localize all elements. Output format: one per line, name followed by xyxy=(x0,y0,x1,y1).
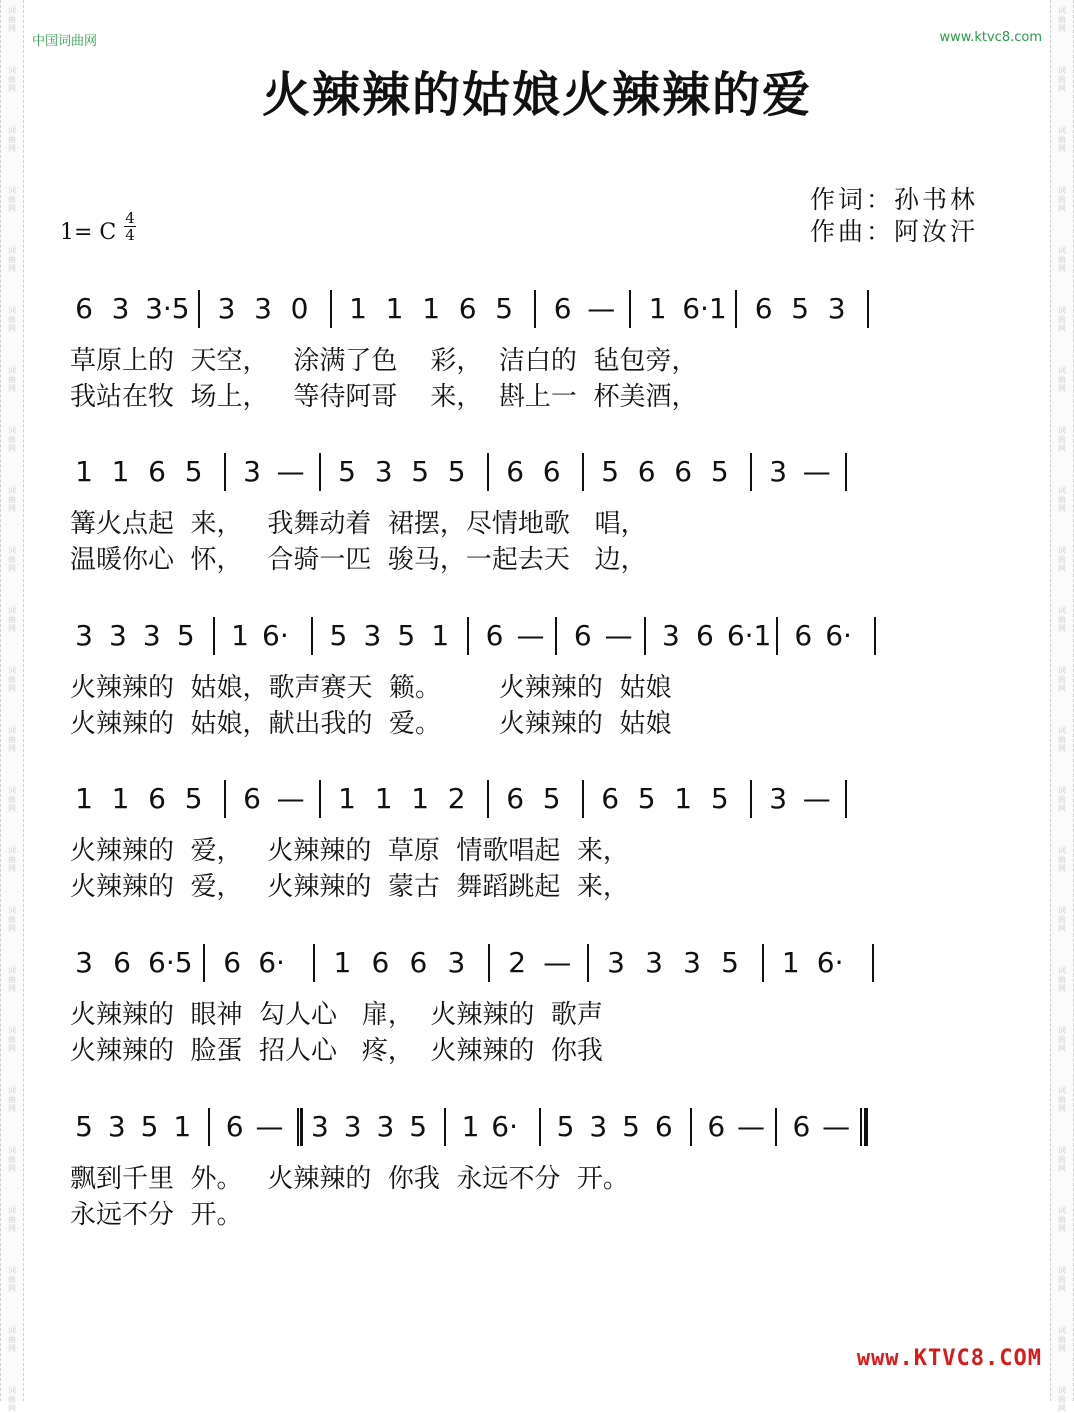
note: — xyxy=(822,1110,851,1143)
note: 3 xyxy=(111,292,130,325)
watermark-text: 词 曲 网 xyxy=(1058,246,1066,273)
note: 3·5 xyxy=(145,292,190,325)
note: 5 xyxy=(556,1110,575,1143)
note: — xyxy=(276,455,305,488)
barline xyxy=(762,944,764,982)
note: 6·1 xyxy=(726,619,772,652)
site-url-right[interactable]: www.ktvc8.com xyxy=(939,30,1042,45)
note: 5 xyxy=(721,946,739,979)
note: 6 xyxy=(148,455,166,488)
note: 0 xyxy=(290,292,309,325)
lyric-line-1: 草原上的 天空， 涂满了色 彩， 洁白的 毡包旁， xyxy=(70,346,698,376)
barline xyxy=(224,780,226,818)
notation-line xyxy=(60,453,1010,503)
lyricist-credit: 作词：孙书林 xyxy=(810,185,979,214)
watermark-text: 词 曲 网 xyxy=(1058,1326,1066,1353)
note: 5 xyxy=(637,782,656,815)
note: — xyxy=(543,946,572,979)
note: 3 xyxy=(607,946,625,979)
note: 6 xyxy=(553,292,572,325)
barline xyxy=(213,617,215,655)
barline xyxy=(750,453,752,491)
barline xyxy=(845,780,847,818)
note: 5 xyxy=(75,1110,93,1143)
watermark-text: 词 曲 网 xyxy=(8,906,16,933)
note: 3 xyxy=(645,946,663,979)
score-system xyxy=(60,453,1010,613)
watermark-text: 词 曲 网 xyxy=(8,606,16,633)
note: 6·1 xyxy=(682,292,727,325)
note: 6 xyxy=(485,619,504,652)
note: 6· xyxy=(816,946,844,979)
lyric-line-1: 火辣辣的 姑娘，歌声赛天 籁。 火辣辣的 姑娘 xyxy=(70,673,672,703)
note: 1 xyxy=(648,292,667,325)
barline xyxy=(467,617,469,655)
note: 3 xyxy=(769,455,788,488)
note: — xyxy=(604,619,633,652)
barline xyxy=(319,780,321,818)
note: 6 xyxy=(654,1110,673,1143)
watermark-text: 词 曲 网 xyxy=(1058,66,1066,93)
watermark-text: 词 曲 网 xyxy=(8,246,16,273)
note: 6 xyxy=(792,1110,811,1143)
watermark-text: 词 曲 网 xyxy=(1058,606,1066,633)
watermark-text: 词 曲 网 xyxy=(8,426,16,453)
watermark-text: 词 曲 网 xyxy=(1058,186,1066,213)
note: 3 xyxy=(243,455,261,488)
footer-logo[interactable]: www.KTVC8.COM xyxy=(856,1346,1042,1371)
note: 6 xyxy=(223,946,242,979)
note: 6 xyxy=(674,455,693,488)
note: 5 xyxy=(329,619,348,652)
barline xyxy=(644,617,646,655)
note: 6 xyxy=(458,292,477,325)
barline xyxy=(872,944,874,982)
note: 6 xyxy=(225,1110,244,1143)
note: 6 xyxy=(243,782,261,815)
lyric-line-1: 火辣辣的 眼神 勾人心 扉， 火辣辣的 歌声 xyxy=(70,1000,603,1030)
note: 3 xyxy=(109,619,127,652)
note: 1 xyxy=(374,782,393,815)
barline xyxy=(208,1108,210,1146)
watermark-text: 词 曲 网 xyxy=(8,546,16,573)
barline xyxy=(860,1108,868,1146)
note: — xyxy=(802,782,831,815)
watermark-text: 词 曲 网 xyxy=(1058,906,1066,933)
note: 1 xyxy=(422,292,441,325)
barline xyxy=(313,944,315,982)
barline xyxy=(330,290,332,328)
barline xyxy=(203,944,205,982)
note: 6 xyxy=(794,619,813,652)
barline xyxy=(690,1108,692,1146)
barline xyxy=(582,453,584,491)
note: 1 xyxy=(349,292,367,325)
note: 1 xyxy=(781,946,800,979)
watermark-text: 词 曲 网 xyxy=(8,1326,16,1353)
watermark-text: 词 曲 网 xyxy=(1058,726,1066,753)
note: 3 xyxy=(769,782,788,815)
note: 3 xyxy=(254,292,272,325)
note: 6 xyxy=(542,455,561,488)
barline xyxy=(224,453,226,491)
score-system xyxy=(60,944,1010,1104)
note: — xyxy=(255,1110,284,1143)
lyric-line-2: 火辣辣的 姑娘，献出我的 爱。 火辣辣的 姑娘 xyxy=(70,709,672,739)
note: 5 xyxy=(542,782,561,815)
barline xyxy=(487,453,489,491)
lyric-line-2: 温暖你心 怀， 合骑一匹 骏马，一起去天 边， xyxy=(70,545,647,575)
lyric-line-1: 篝火点起 来， 我舞动着 裙摆，尽情地歌 唱， xyxy=(70,509,647,539)
barline xyxy=(750,780,752,818)
note: 1 xyxy=(75,782,93,815)
barline xyxy=(587,944,589,982)
watermark-text: 词 曲 网 xyxy=(8,1266,16,1293)
note: 6 xyxy=(409,946,428,979)
note: 6 xyxy=(637,455,656,488)
note: 6·5 xyxy=(148,946,193,979)
note: 6 xyxy=(695,619,714,652)
watermark-text: 词 曲 网 xyxy=(1058,486,1066,513)
note: 2 xyxy=(508,946,527,979)
note: 6 xyxy=(707,1110,726,1143)
note: 5 xyxy=(622,1110,640,1143)
watermark-text: 词 曲 网 xyxy=(1058,366,1066,393)
lyric-line-2: 火辣辣的 爱， 火辣辣的 蒙古 舞蹈跳起 来， xyxy=(70,872,629,902)
note: 5 xyxy=(184,782,203,815)
note: 3 xyxy=(589,1110,608,1143)
note: 1 xyxy=(431,619,450,652)
score-system xyxy=(60,780,1010,940)
note: 5 xyxy=(495,292,514,325)
watermark-text: 词 曲 网 xyxy=(1058,306,1066,333)
watermark-text: 词 曲 网 xyxy=(8,666,16,693)
barline xyxy=(555,617,557,655)
watermark-text: 词 曲 网 xyxy=(8,966,16,993)
note: 5 xyxy=(601,455,620,488)
watermark-text: 词 曲 网 xyxy=(8,846,16,873)
watermark-text: 词 曲 网 xyxy=(1058,426,1066,453)
score-system xyxy=(60,1108,1010,1268)
key-signature: 1= C xyxy=(60,220,117,245)
site-name-left[interactable]: 中国词曲网 xyxy=(32,34,98,49)
barline xyxy=(867,290,869,328)
note: 5 xyxy=(176,619,195,652)
notation-line xyxy=(60,944,1010,994)
note: 1 xyxy=(461,1110,480,1143)
song-title: 火辣辣的姑娘火辣辣的爱 xyxy=(261,67,812,123)
notation-line xyxy=(60,617,1010,667)
watermark-text: 词 曲 网 xyxy=(8,1386,16,1413)
watermark-text: 词 曲 网 xyxy=(1058,1026,1066,1053)
watermark-text: 词 曲 网 xyxy=(1058,666,1066,693)
note: 1 xyxy=(338,782,356,815)
note: 5 xyxy=(710,455,729,488)
note: 6 xyxy=(371,946,390,979)
note: 1 xyxy=(173,1110,192,1143)
note: 3 xyxy=(447,946,466,979)
watermark-text: 词 曲 网 xyxy=(1058,1146,1066,1173)
composer-credit: 作曲：阿汝汗 xyxy=(810,217,979,246)
note: 5 xyxy=(791,292,810,325)
watermark-text: 词 曲 网 xyxy=(8,486,16,513)
barline xyxy=(311,617,313,655)
note: — xyxy=(276,782,305,815)
note: 3 xyxy=(142,619,161,652)
note: 3 xyxy=(376,1110,395,1143)
watermark-text: 词 曲 网 xyxy=(8,1206,16,1233)
note: — xyxy=(802,455,831,488)
barline xyxy=(845,453,847,491)
barline xyxy=(735,290,737,328)
note: — xyxy=(587,292,616,325)
watermark-text: 词 曲 网 xyxy=(1058,546,1066,573)
barline xyxy=(539,1108,541,1146)
note: 1 xyxy=(231,619,249,652)
time-signature-top: 4 xyxy=(125,209,135,227)
barline xyxy=(444,1108,446,1146)
note: 5 xyxy=(338,455,356,488)
right-watermark-strip xyxy=(1050,0,1074,1413)
note: 6 xyxy=(573,619,592,652)
note: 3 xyxy=(310,1110,329,1143)
lyric-line-2: 火辣辣的 脸蛋 招人心 疼， 火辣辣的 你我 xyxy=(70,1036,603,1066)
note: 1 xyxy=(111,782,130,815)
watermark-text: 词 曲 网 xyxy=(1058,846,1066,873)
note: 3 xyxy=(662,619,680,652)
barline xyxy=(293,1108,303,1146)
note: — xyxy=(737,1110,765,1143)
watermark-text: 词 曲 网 xyxy=(8,1146,16,1173)
watermark-text: 词 曲 网 xyxy=(1058,126,1066,153)
barline xyxy=(775,1108,777,1146)
watermark-text: 词 曲 网 xyxy=(8,786,16,813)
note: 3 xyxy=(107,1110,126,1143)
note: 3 xyxy=(363,619,382,652)
time-signature-bottom: 4 xyxy=(125,226,135,244)
watermark-text: 词 曲 网 xyxy=(1058,6,1066,33)
note: 6 xyxy=(148,782,166,815)
note: 5 xyxy=(184,455,203,488)
note: 5 xyxy=(710,782,729,815)
barline xyxy=(487,780,489,818)
time-signature xyxy=(122,211,138,242)
barline xyxy=(582,780,584,818)
note: 3 xyxy=(827,292,846,325)
note: 6 xyxy=(601,782,620,815)
watermark-text: 词 曲 网 xyxy=(1058,966,1066,993)
watermark-text: 词 曲 网 xyxy=(1058,1206,1066,1233)
note: 3 xyxy=(217,292,236,325)
note: 6 xyxy=(113,946,131,979)
watermark-text: 词 曲 网 xyxy=(8,6,16,33)
note: 3 xyxy=(374,455,393,488)
score-system xyxy=(60,617,1010,777)
note: 6 xyxy=(754,292,773,325)
lyric-line-1: 火辣辣的 爱， 火辣辣的 草原 情歌唱起 来， xyxy=(70,836,629,866)
watermark-text: 词 曲 网 xyxy=(1058,1086,1066,1113)
note: 1 xyxy=(674,782,693,815)
barline xyxy=(534,290,536,328)
barline xyxy=(629,290,631,328)
note: 3 xyxy=(683,946,701,979)
note: 5 xyxy=(397,619,416,652)
note: 3 xyxy=(75,946,93,979)
note: 6 xyxy=(506,782,525,815)
note: 6· xyxy=(258,946,285,979)
watermark-text: 词 曲 网 xyxy=(8,1086,16,1113)
score-system xyxy=(60,290,1010,450)
note: 1 xyxy=(75,455,93,488)
note: 5 xyxy=(447,455,466,488)
note: 6· xyxy=(825,619,852,652)
credits xyxy=(810,184,978,248)
lyric-line-2: 永远不分 开。 xyxy=(70,1200,243,1230)
watermark-text: 词 曲 网 xyxy=(8,366,16,393)
note: 6· xyxy=(491,1110,519,1143)
barline xyxy=(488,944,490,982)
note: 6 xyxy=(506,455,525,488)
note: — xyxy=(516,619,545,652)
notation-line xyxy=(60,290,1010,340)
note: 6· xyxy=(262,619,289,652)
note: 5 xyxy=(411,455,430,488)
note: 1 xyxy=(111,455,130,488)
note: 1 xyxy=(333,946,352,979)
note: 5 xyxy=(409,1110,428,1143)
watermark-text: 词 曲 网 xyxy=(8,126,16,153)
barline xyxy=(198,290,200,328)
watermark-text: 词 曲 网 xyxy=(8,726,16,753)
watermark-text: 词 曲 网 xyxy=(8,306,16,333)
watermark-text: 词 曲 网 xyxy=(8,66,16,93)
notation-line xyxy=(60,1108,1010,1158)
watermark-text: 词 曲 网 xyxy=(1058,1386,1066,1413)
note: 1 xyxy=(411,782,430,815)
watermark-text: 词 曲 网 xyxy=(1058,1266,1066,1293)
note: 3 xyxy=(75,619,93,652)
note: 2 xyxy=(447,782,466,815)
watermark-text: 词 曲 网 xyxy=(8,186,16,213)
lyric-line-2: 我站在牧 场上， 等待阿哥 来， 斟上一 杯美酒， xyxy=(70,382,698,412)
barline xyxy=(319,453,321,491)
note: 1 xyxy=(385,292,404,325)
notation-line xyxy=(60,780,1010,830)
left-watermark-strip xyxy=(0,0,24,1413)
note: 5 xyxy=(140,1110,159,1143)
note: 6 xyxy=(75,292,93,325)
watermark-text: 词 曲 网 xyxy=(8,1026,16,1053)
watermark-text: 词 曲 网 xyxy=(1058,786,1066,813)
barline xyxy=(874,617,876,655)
note: 3 xyxy=(343,1110,362,1143)
barline xyxy=(776,617,778,655)
lyric-line-1: 飘到千里 外。 火辣辣的 你我 永远不分 开。 xyxy=(70,1164,629,1194)
